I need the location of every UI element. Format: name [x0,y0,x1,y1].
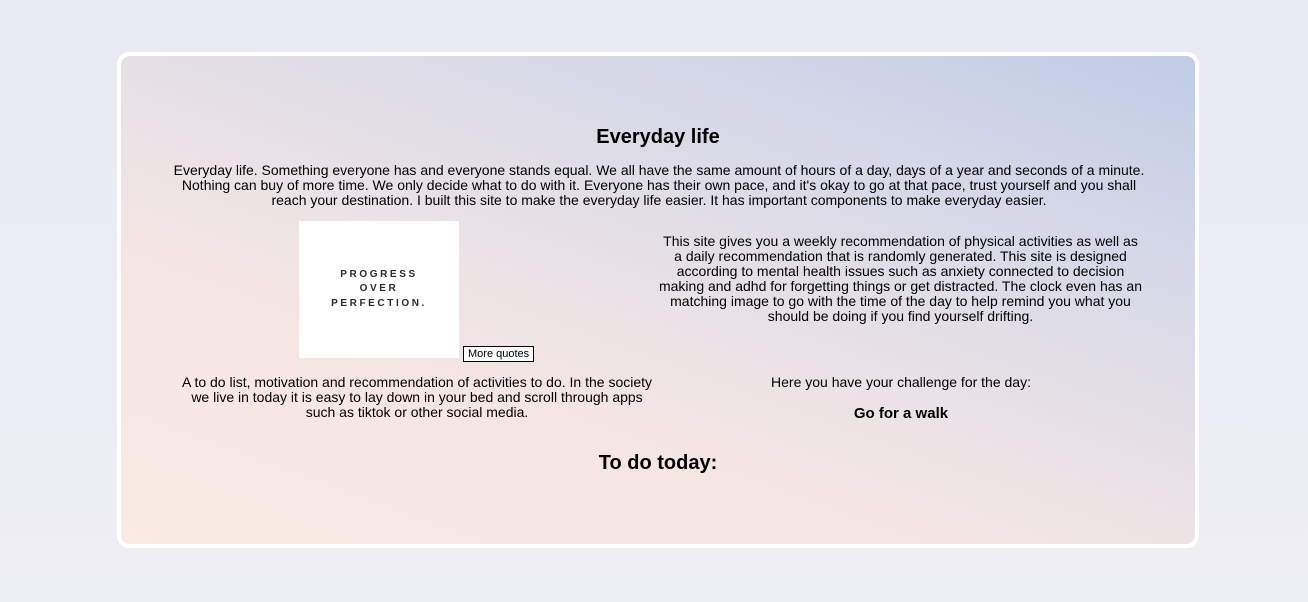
todo-title: To do today: [598,452,718,474]
more-quotes-button[interactable]: More quotes [463,346,534,362]
main-card-frame [117,52,1199,548]
quote-line-2: OVER [359,283,399,295]
about-paragraph: This site gives you a weekly recommendation of physical activities as well as a daily recommendation that is randomly generated. This site is designed according to mental health issues such as anxiety connected to decision making and adhd for forgetting things or get distracted. The clock even has an matching image to go with the time of the day to help remind you what you should be doing if you find yourself drifting. [658,233,1143,324]
quote-line-1: PROGRESS [340,268,418,280]
page-title: Everyday life [596,126,720,148]
intro-paragraph: Everyday life. Something everyone has and everyone stands equal. We all have the same amount of hours of a day, days of a year and seconds of a minute. Nothing can buy of more time. We only decide what to do with it. Everyone has their own pace, and it's okay to go at that pace, trust yourself and you shall reach your destination. I built this site to make the everyday life easier. It has important components to make everyday easier. [173,162,1145,208]
todo-description: A to do list, motivation and recommendation of activities to do. In the society we live in today it is easy to lay down in your bed and scroll through apps such as tiktok or other social media. [181,374,653,420]
quote-image [299,221,459,358]
quote-line-3: PERFECTION. [331,297,427,309]
main-card [121,56,1195,544]
challenge-label: Here you have your challenge for the day: [771,374,1031,390]
challenge-value: Go for a walk [853,405,949,422]
